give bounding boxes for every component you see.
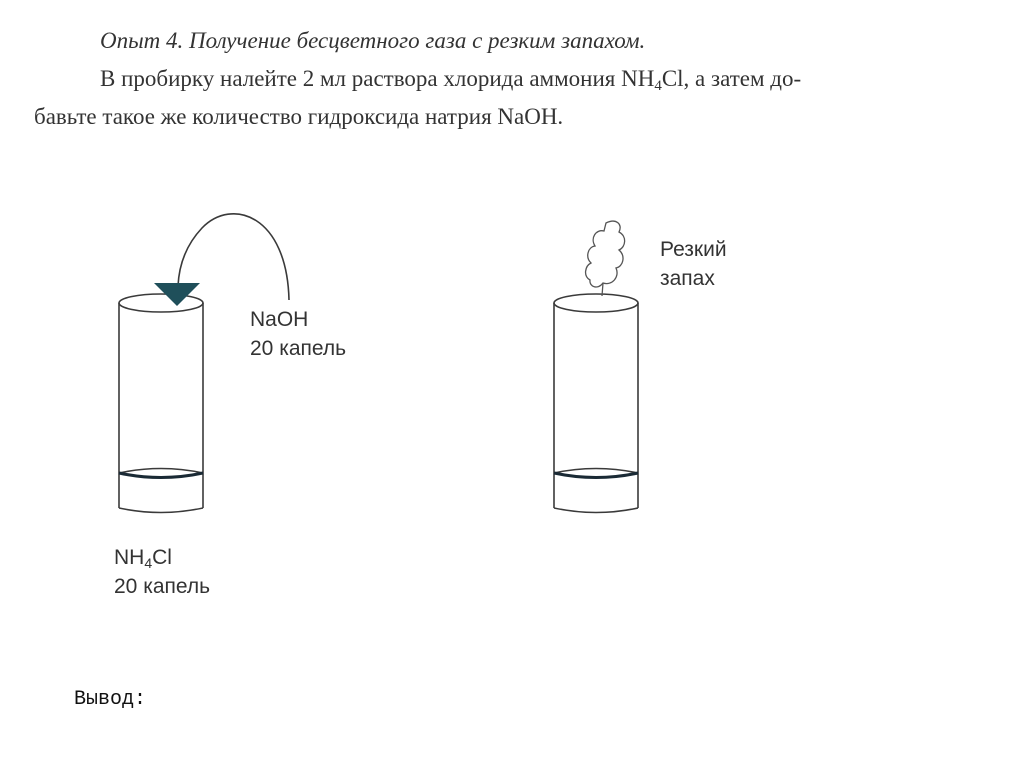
nh4cl-amount: 20 капель: [114, 575, 211, 598]
nh4cl-formula-main: NH: [114, 546, 145, 569]
left-tube-bottom: [119, 508, 203, 513]
right-tube-rim: [554, 294, 638, 312]
left-tube-liquid-back: [119, 469, 203, 474]
nh4cl-formula-end: Cl: [152, 546, 172, 569]
nh4cl-label: [114, 543, 210, 601]
right-tube-liquid-surface: [554, 473, 638, 478]
conclusion-label: Вывод:: [74, 688, 147, 711]
nh4cl-formula: [114, 543, 210, 572]
left-tube-liquid-surface: [119, 473, 203, 478]
right-test-tube: [554, 294, 638, 513]
naoh-label: [250, 305, 346, 363]
gas-cloud-icon: [586, 221, 625, 287]
instruction-line-2: бавьте такое же количество гидроксида натрия NaOH.: [34, 104, 564, 129]
left-tube-rim: [119, 294, 203, 312]
instruction-subscript: 4: [654, 78, 662, 94]
smell-line-2: запах: [660, 267, 715, 290]
naoh-formula: NaOH: [250, 308, 309, 331]
naoh-amount: 20 капель: [250, 337, 347, 360]
smell-label: [660, 235, 727, 293]
left-test-tube: [119, 294, 203, 513]
nh4cl-formula-sub: 4: [144, 555, 153, 571]
smell-line-1: Резкий: [660, 238, 727, 261]
right-tube-bottom: [554, 508, 638, 513]
right-tube-liquid-back: [554, 469, 638, 474]
instruction-line-1-end: Cl, а затем до-: [661, 66, 802, 91]
experiment-title: Опыт 4. Получение бесцветного газа с резким запахом.: [100, 28, 646, 53]
instruction-line-1-start: В пробирку налейте 2 мл раствора хлорида аммония NH: [100, 66, 655, 91]
